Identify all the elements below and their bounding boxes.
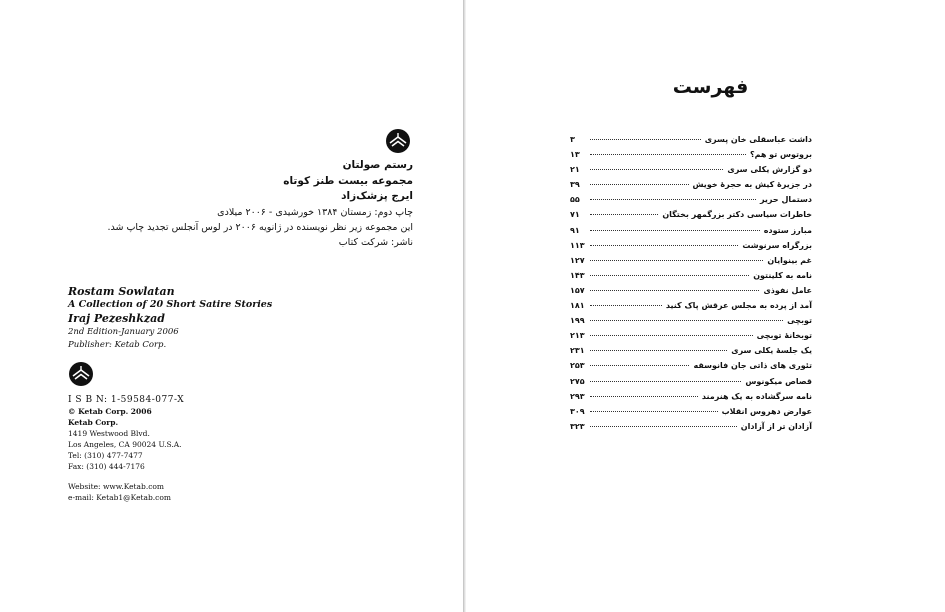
toc-entry-title: خاطرات سیاسی دکتر بزرگمهر بختگان: [662, 210, 812, 220]
toc-heading: فهرست: [672, 76, 749, 98]
toc-dot-leader: [590, 290, 759, 291]
toc-entry: [570, 422, 812, 437]
table-of-contents: [570, 135, 812, 437]
english-credits: [68, 285, 368, 503]
toc-entry-page: ۵۵: [570, 195, 580, 205]
toc-entry-page: ۲۳۱: [570, 346, 585, 356]
toc-entry: [570, 316, 812, 331]
toc-entry-page: ۱۲۷: [570, 255, 585, 265]
toc-entry-title: داشت عباسقلی خان پسری: [704, 135, 812, 144]
toc-dot-leader: [590, 230, 760, 231]
toc-entry: [570, 346, 812, 361]
toc-entry-title: غم بینوایان: [767, 255, 812, 265]
toc-entry: [570, 135, 812, 150]
toc-entry-title: نامه به کلینتون: [753, 270, 812, 280]
toc-dot-leader: [590, 245, 738, 246]
ketab-logo-icon: [385, 128, 411, 158]
toc-entry-title: قصاص میکونوس: [745, 376, 812, 386]
english-author: Iraj Pezeshkzad: [68, 312, 165, 325]
persian-author: ایرج پزشک‌زاد: [341, 190, 413, 202]
toc-entry-title: عامل نفوذی: [763, 285, 812, 295]
telephone: Tel: (310) 477-7477: [68, 451, 143, 460]
persian-note: این مجموعه زیر نظر نویسنده در ژانویه ۲۰۰۶ در لوس آنجلس تجدید چاپ شد.: [107, 221, 413, 233]
toc-entry-title: توبچی: [787, 316, 812, 326]
toc-entry-title: آمد از پرده به مجلس عرقش پاک کنید: [665, 301, 812, 311]
toc-entry-page: ۱۴۳: [570, 270, 585, 280]
toc-entry: [570, 180, 812, 195]
toc-entry-title: بزرگراه سرنوشت: [742, 240, 812, 250]
toc-entry-page: ۳۲۳: [570, 421, 585, 431]
isbn: I S B N: 1-59584-077-X: [68, 395, 185, 405]
toc-entry-page: ۱۱۳: [570, 240, 585, 250]
toc-entry-title: عوارض دهروس انقلاب: [721, 406, 812, 416]
persian-publisher: ناشر: شرکت کتاب: [338, 236, 413, 248]
toc-entry-page: ۳۰۹: [570, 406, 585, 416]
toc-entry: [570, 331, 812, 346]
toc-dot-leader: [590, 381, 741, 382]
toc-entry-page: ۱۹۹: [570, 316, 585, 326]
toc-entry-page: ۱۳: [570, 150, 580, 160]
left-page: [0, 0, 463, 612]
toc-entry-page: ۱۸۱: [570, 301, 585, 311]
persian-edition: چاپ دوم: زمستان ۱۳۸۴ خورشیدی - ۲۰۰۶ میلادی: [217, 206, 413, 218]
toc-entry-page: ۲۵۳: [570, 361, 585, 371]
toc-dot-leader: [590, 305, 662, 306]
toc-dot-leader: [590, 426, 737, 427]
toc-entry-page: ۲۹۳: [570, 391, 585, 401]
toc-entry-page: ۲۱: [570, 165, 580, 175]
persian-subtitle: مجموعه بیست طنز کوتاه: [283, 174, 413, 187]
toc-entry: [570, 165, 812, 180]
fax: Fax: (310) 444-7176: [68, 462, 145, 471]
toc-entry-title: در جزیرۀ کیش به حجرۀ خویش: [692, 180, 812, 190]
toc-entry: [570, 301, 812, 316]
toc-entry-page: ۳۹: [570, 180, 580, 190]
english-title: Rostam Sowlatan: [68, 285, 175, 298]
toc-dot-leader: [590, 396, 698, 397]
ketab-logo-icon: [68, 361, 368, 388]
toc-entry: [570, 226, 812, 241]
toc-dot-leader: [590, 214, 658, 215]
toc-entry-title: مبارز ستوده: [763, 225, 812, 235]
toc-entry: [570, 241, 812, 256]
toc-entry-title: آزادان تر از آزادان: [740, 421, 812, 431]
toc-entry: [570, 361, 812, 376]
toc-entry: [570, 377, 812, 392]
toc-entry-page: ۲۱۳: [570, 331, 585, 341]
english-subtitle: A Collection of 20 Short Satire Stories: [68, 299, 273, 310]
toc-entry-title: نامه سرگشاده به یک هنرمند: [701, 391, 812, 401]
toc-dot-leader: [590, 335, 753, 336]
website: Website: www.Ketab.com: [68, 482, 165, 491]
toc-entry: [570, 195, 812, 210]
copyright: © Ketab Corp. 2006: [68, 407, 152, 416]
toc-dot-leader: [590, 365, 689, 366]
persian-credits: [53, 128, 413, 250]
persian-title: رستم صولتان: [342, 159, 413, 171]
toc-entry-title: یک جلسۀ یکلی سری: [731, 346, 812, 356]
toc-dot-leader: [590, 411, 718, 412]
toc-dot-leader: [590, 260, 763, 261]
toc-entry-page: ۲۷۵: [570, 376, 585, 386]
toc-entry: [570, 271, 812, 286]
toc-dot-leader: [590, 169, 723, 170]
toc-entry: [570, 286, 812, 301]
toc-entry: [570, 256, 812, 271]
toc-entry-title: دستمال حریر: [759, 195, 812, 205]
toc-entry: [570, 392, 812, 407]
toc-dot-leader: [590, 199, 756, 200]
toc-entry: [570, 150, 812, 165]
english-edition: 2nd Edition-January 2006: [68, 327, 179, 337]
toc-entry-page: ۷۱: [570, 210, 580, 220]
toc-entry: [570, 407, 812, 422]
toc-dot-leader: [590, 320, 783, 321]
toc-entry-page: ۱۵۷: [570, 285, 585, 295]
toc-dot-leader: [590, 139, 701, 140]
toc-dot-leader: [590, 275, 749, 276]
toc-dot-leader: [590, 350, 727, 351]
toc-entry-title: توبخانۀ توبچی: [756, 331, 812, 341]
toc-dot-leader: [590, 184, 689, 185]
toc-dot-leader: [590, 154, 746, 155]
address-line-2: Los Angeles, CA 90024 U.S.A.: [68, 440, 182, 449]
toc-entry-page: ۳: [570, 135, 575, 144]
toc-entry-title: دو گزارش یکلی سری: [727, 165, 812, 175]
toc-entry: [570, 210, 812, 225]
toc-entry-title: بروتوس تو هم؟: [749, 150, 812, 160]
english-publisher: Publisher: Ketab Corp.: [68, 340, 167, 350]
toc-entry-title: تئوری های ذاتی جان فانوسقه: [693, 361, 812, 371]
email: e-mail: Ketab1@Ketab.com: [68, 493, 172, 502]
company-name: Ketab Corp.: [68, 418, 119, 427]
right-page: [466, 0, 945, 612]
address-line-1: 1419 Westwood Blvd.: [68, 429, 150, 438]
toc-entry-page: ۹۱: [570, 225, 580, 235]
